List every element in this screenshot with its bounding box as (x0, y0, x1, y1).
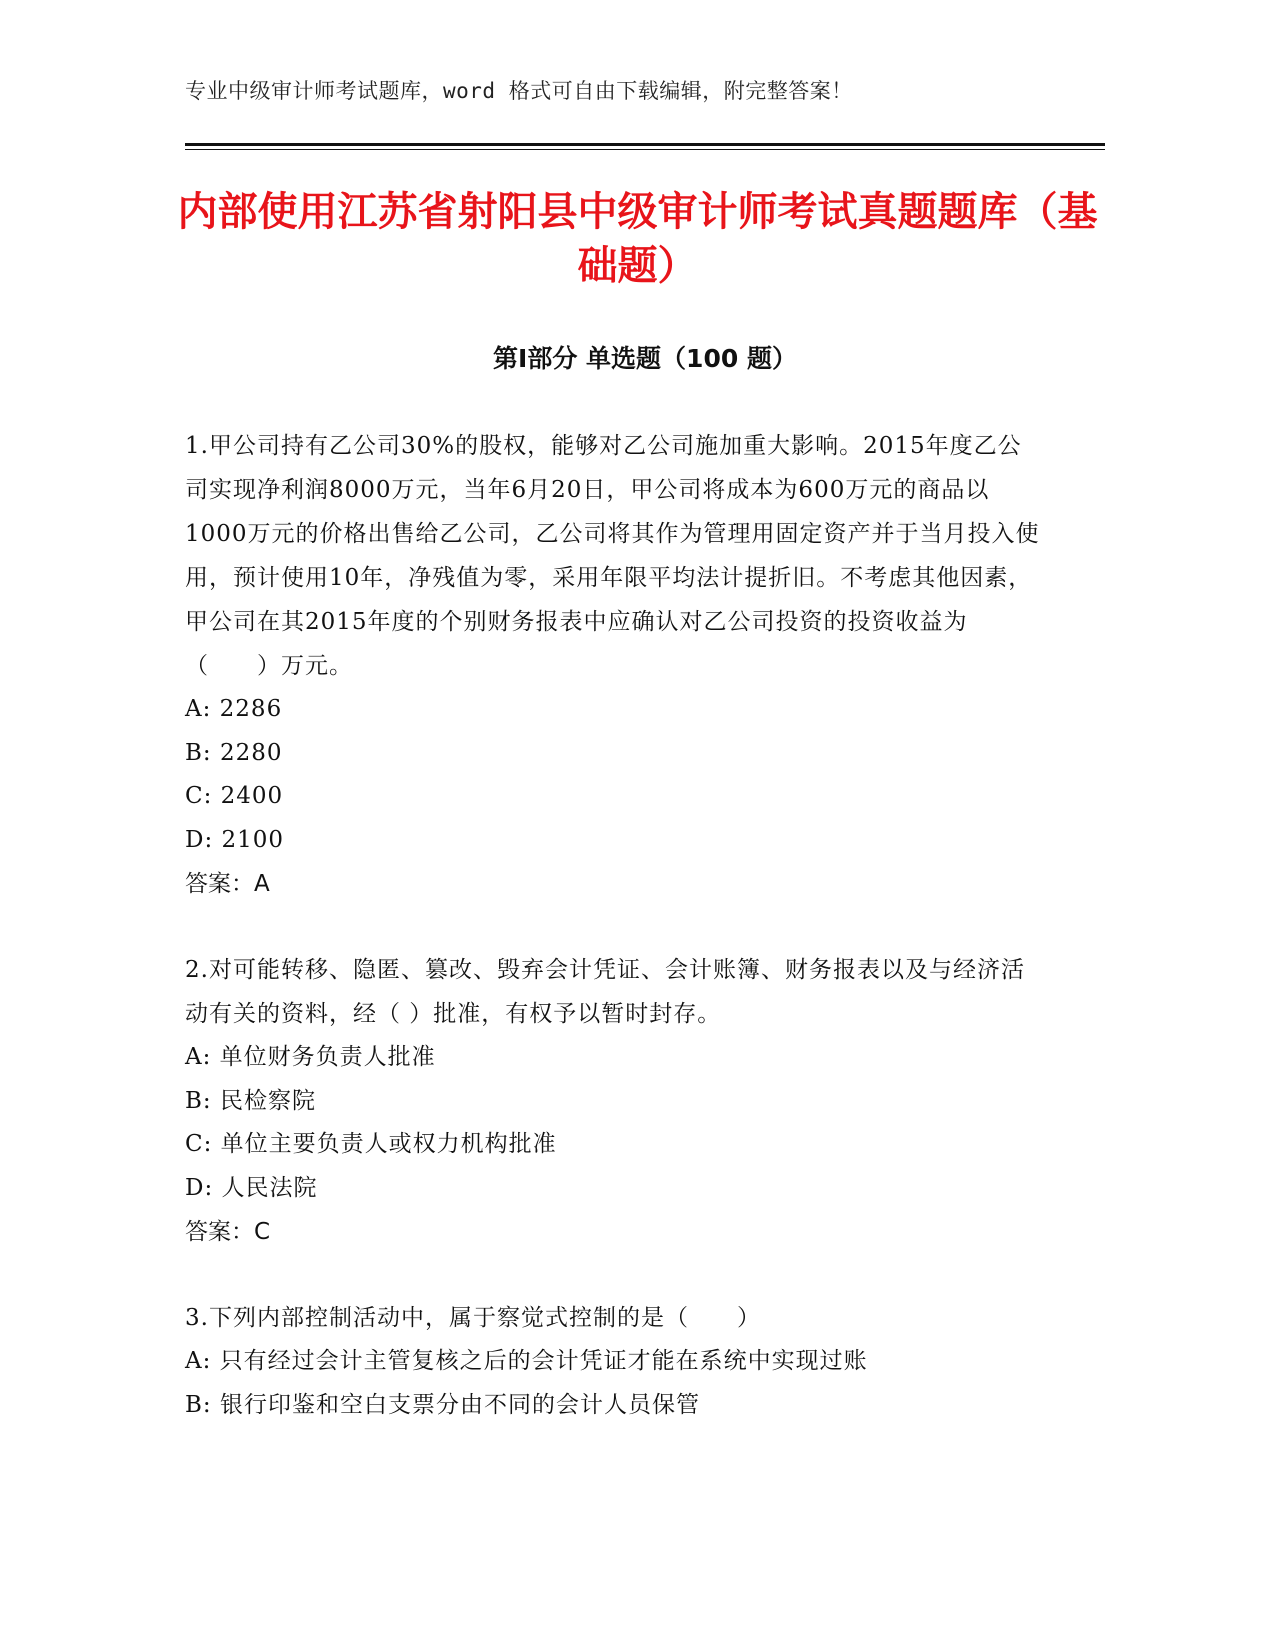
option-c: C: 单位主要负责人或权力机构批准 (185, 1131, 557, 1157)
option-a: A: 单位财务负责人批准 (185, 1044, 436, 1070)
question-stem: 3.下列内部控制活动中，属于察觉式控制的是（ ） (185, 1305, 761, 1331)
option-b: B: 银行印鉴和空白支票分由不同的会计人员保管 (185, 1391, 700, 1418)
answer-line: 答案：A (185, 871, 270, 897)
question-stem: 2.对可能转移、隐匿、篡改、毁弃会计凭证、会计账簿、财务报表以及与经济活动有关的资料，经（ ）批准，有权予以暂时封存。 (185, 957, 1025, 1027)
header-divider-thick (185, 143, 1105, 146)
option-c: C: 2400 (185, 783, 284, 809)
option-b: B: 民检察院 (185, 1087, 316, 1114)
question-3 (185, 1296, 1045, 1427)
question-stem: 1.甲公司持有乙公司30%的股权，能够对乙公司施加重大影响。2015年度乙公司实现净利润8000万元，当年6月20日，甲公司将成本为600万元的商品以1000万元的价格出售给乙公司，乙公司将其作为管理用固定资产并于当月投入使用，预计使用10年，净残值为零，采用年限平均法计提折旧。不考虑其他因素，甲公司在其2015年度的个别财务报表中应确认对乙公司投资的投资收益为（ ）万元。 (185, 433, 1040, 679)
question-list (185, 424, 1045, 1469)
answer-line: 答案：C (185, 1219, 271, 1245)
question-1 (185, 424, 1045, 906)
question-2 (185, 948, 1045, 1254)
option-b: B: 2280 (185, 739, 283, 766)
section-heading: 第Ⅰ部分 单选题（100 题） (493, 344, 797, 373)
option-a: A: 只有经过会计主管复核之后的会计凭证才能在系统中实现过账 (185, 1348, 868, 1374)
option-a: A: 2286 (185, 696, 283, 722)
header-note: 专业中级审计师考试题库，word 格式可自由下载编辑，附完整答案！ (185, 79, 853, 103)
option-d: D: 人民法院 (185, 1174, 318, 1201)
header-divider-thin (185, 149, 1105, 150)
option-d: D: 2100 (185, 826, 285, 853)
document-title: 内部使用江苏省射阳县中级审计师考试真题题库（基础题） (177, 189, 1098, 289)
